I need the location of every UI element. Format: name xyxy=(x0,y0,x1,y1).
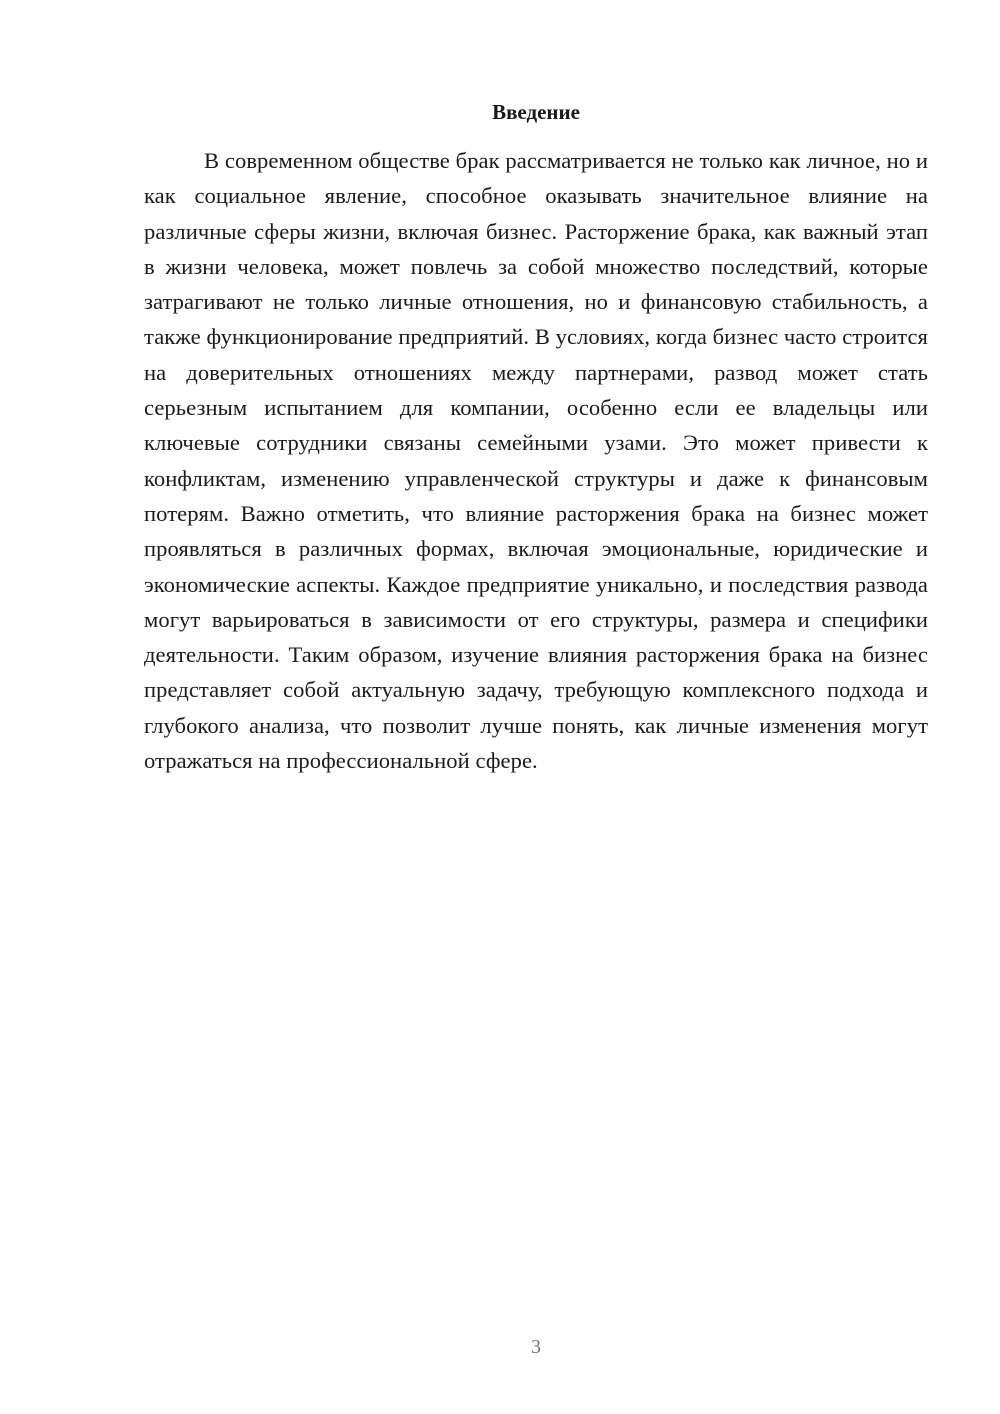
body-paragraph: В современном обществе брак рассматривается не только как личное, но и как социальное явление, способное оказывать значительное влияние на различные сферы жизни, включая бизнес. Расторжение брака, как важный этап в жизни человека, может повлечь за собой множество последствий, которые затрагивают не только личные отношения, но и финансовую стабильность, а также функционирование предприятий. В условиях, когда бизнес часто строится на доверительных отношениях между партнерами, развод может стать серьезным испытанием для компании, особенно если ее владельцы или ключевые сотрудники связаны семейными узами. Это может привести к конфликтам, изменению управленческой структуры и даже к финансовым потерям. Важно отметить, что влияние расторжения брака на бизнес может проявляться в различных формах, включая эмоциональные, юридические и экономические аспекты. Каждое предприятие уникально, и последствия развода могут варьироваться в зависимости от его структуры, размера и специфики деятельности. Таким образом, изучение влияния расторжения брака на бизнес представляет собой актуальную задачу, требующую комплексного подхода и глубокого анализа, что позволит лучше понять, как личные изменения могут отражаться на профессиональной сфере. xyxy=(144,148,928,774)
section-heading: Введение xyxy=(492,100,580,124)
page-number: 3 xyxy=(531,1336,541,1358)
